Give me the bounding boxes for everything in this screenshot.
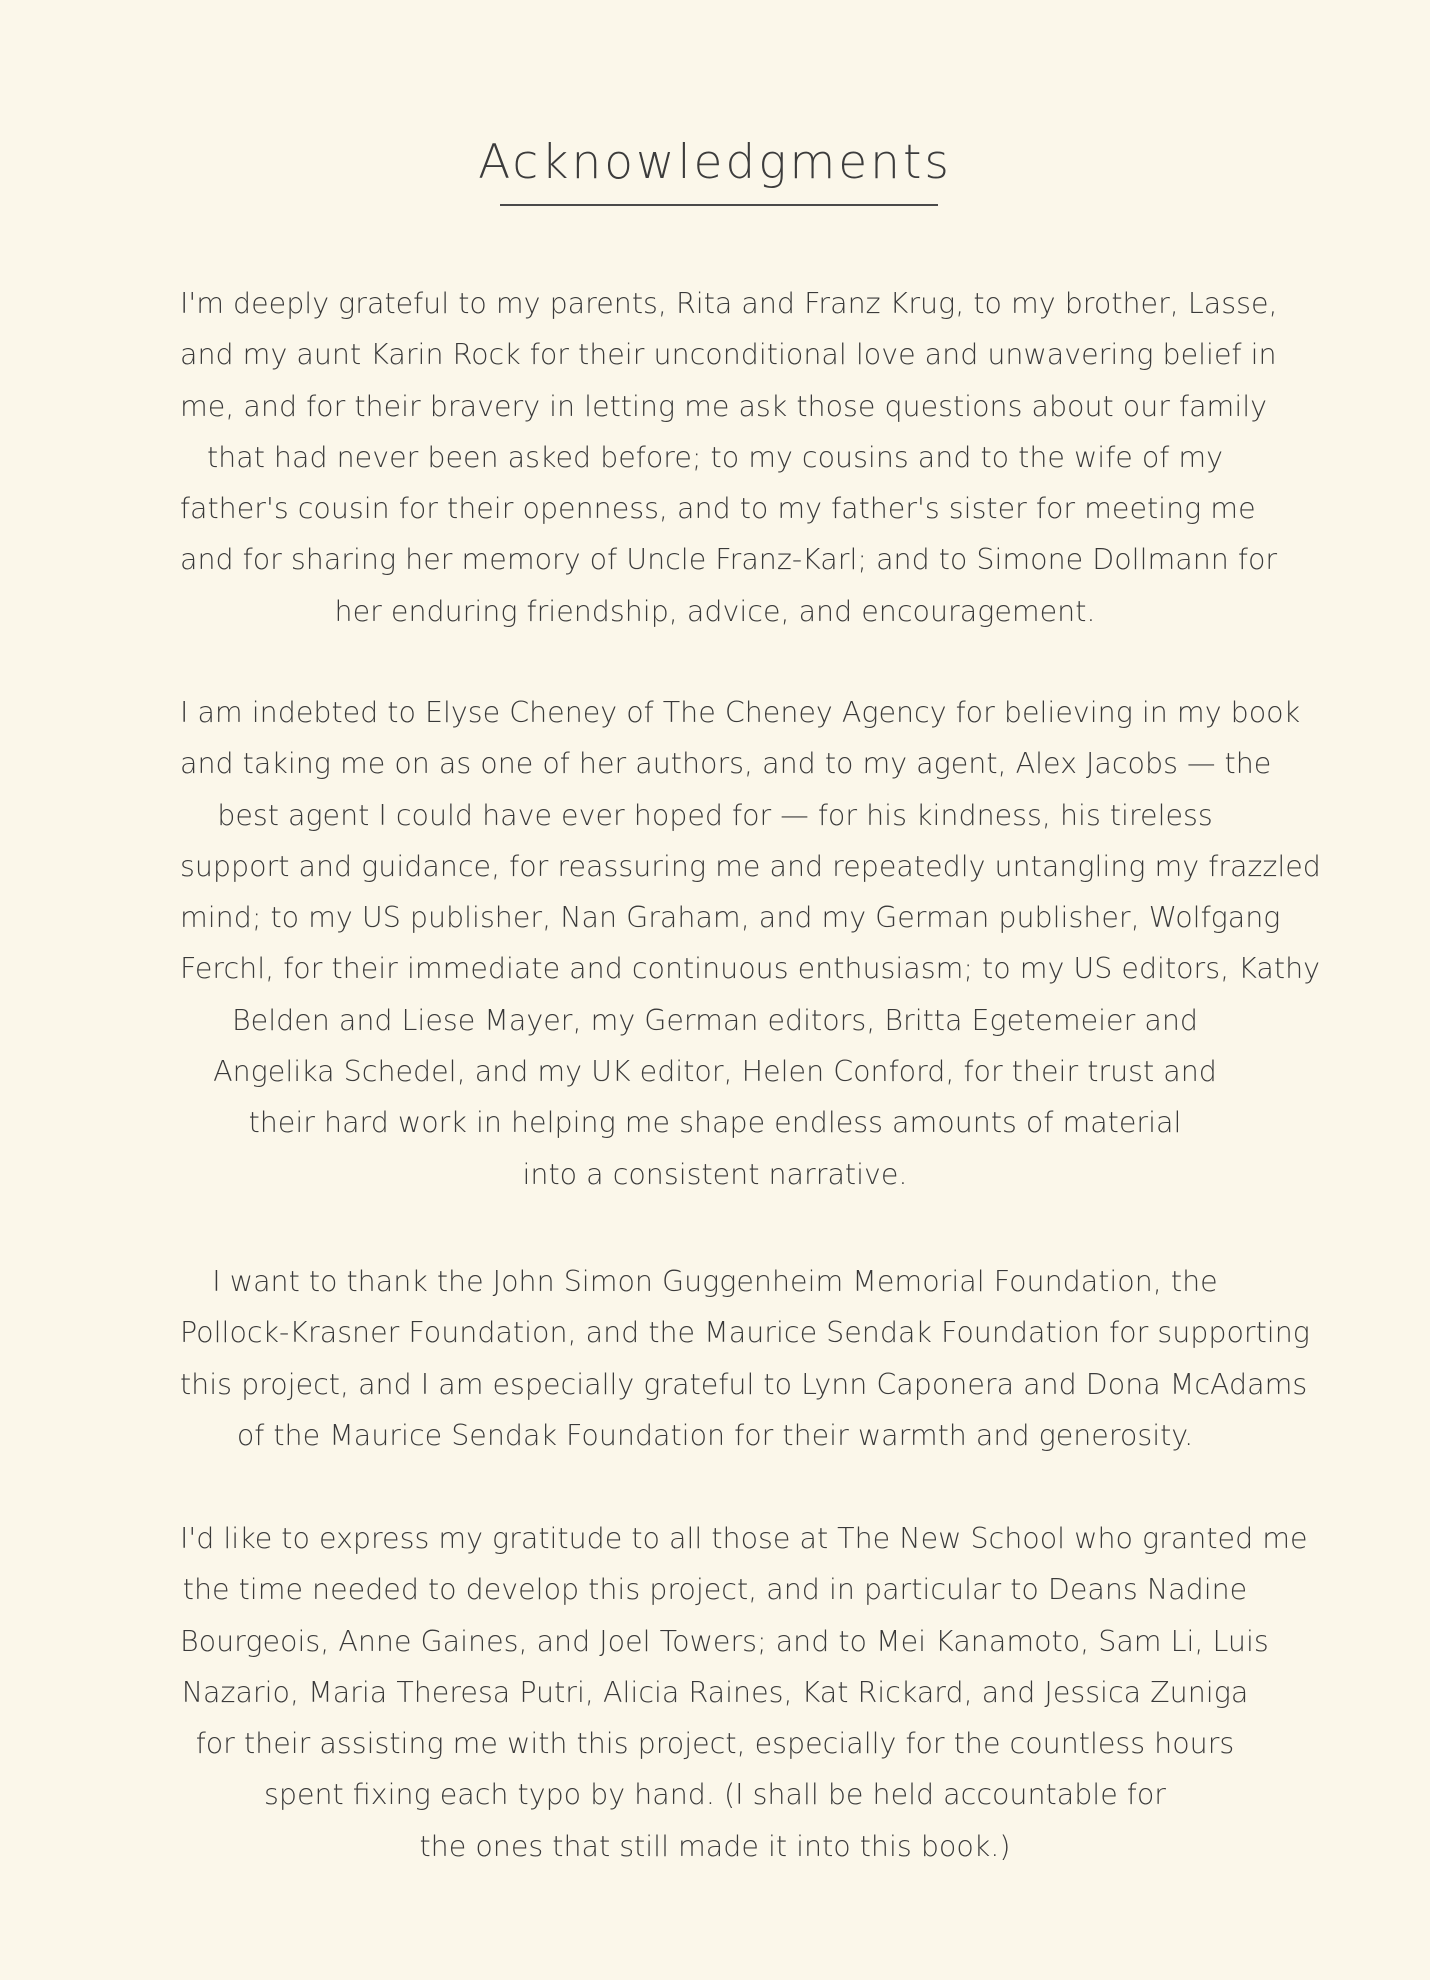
text-line: for their assisting me with this project, especially for the countless hours: [195, 1727, 1235, 1761]
text-line: of the Maurice Sendak Foundation for their warmth and generosity.: [236, 1418, 1194, 1452]
text-line: her enduring friendship, advice, and encouragement.: [334, 594, 1096, 628]
text-line: and my aunt Karin Rock for their unconditional love and unwavering belief in: [180, 338, 1277, 372]
text-line: spent fixing each typo by hand. (I shall be held accountable for: [264, 1778, 1166, 1812]
text-line: the time needed to develop this project, and in particular to Deans Nadine: [182, 1573, 1248, 1607]
paragraph-publishing: [180, 687, 1321, 1200]
title-underline: [500, 204, 938, 206]
text-line: me, and for their bravery in letting me ask those questions about our family: [180, 389, 1268, 423]
text-line: their hard work in helping me shape endless amounts of material: [248, 1106, 1182, 1140]
text-line: Belden and Liese Mayer, my German editors, Britta Egetemeier and: [232, 1003, 1198, 1037]
text-line: the ones that still made it into this book.): [419, 1829, 1011, 1863]
paragraph-new-school: [180, 1513, 1308, 1872]
text-line: Angelika Schedel, and my UK editor, Helen Conford, for their trust and: [213, 1055, 1217, 1089]
text-line: and taking me on as one of her authors, and to my agent, Alex Jacobs — the: [180, 747, 1272, 781]
text-line: support and guidance, for reassuring me and repeatedly untangling my frazzled: [180, 849, 1321, 883]
page-title: Acknowledgments: [478, 135, 952, 190]
text-line: I want to thank the John Simon Guggenheim Memorial Foundation, the: [212, 1265, 1218, 1298]
text-line: Nazario, Maria Theresa Putri, Alicia Raines, Kat Rickard, and Jessica Zuniga: [181, 1675, 1249, 1709]
text-line: Pollock-Krasner Foundation, and the Maurice Sendak Foundation for supporting: [180, 1316, 1310, 1350]
paragraph-family: [180, 278, 1278, 637]
text-line: I'd like to express my gratitude to all those at The New School who granted me: [180, 1522, 1308, 1555]
text-line: mind; to my US publisher, Nan Graham, and my German publisher, Wolfgang: [180, 901, 1281, 935]
text-line: father's cousin for their openness, and to my father's sister for meeting me: [180, 492, 1256, 526]
text-line: into a consistent narrative.: [522, 1157, 908, 1191]
paragraph-foundations: [180, 1256, 1310, 1461]
text-line: Bourgeois, Anne Gaines, and Joel Towers; and to Mei Kanamoto, Sam Li, Luis: [180, 1624, 1269, 1658]
text-line: best agent I could have ever hoped for — for his kindness, his tireless: [217, 798, 1213, 832]
text-line: and for sharing her memory of Uncle Franz-Karl; and to Simone Dollmann for: [180, 543, 1278, 577]
text-line: Ferchl, for their immediate and continuous enthusiasm; to my US editors, Kathy: [180, 952, 1320, 986]
text-line: I am indebted to Elyse Cheney of The Cheney Agency for believing in my book: [180, 696, 1301, 729]
text-line: that had never been asked before; to my cousins and to the wife of my: [207, 440, 1223, 474]
text-line: I'm deeply grateful to my parents, Rita and Franz Krug, to my brother, Lasse,: [180, 287, 1278, 320]
text-line: this project, and I am especially grateful to Lynn Caponera and Dona McAdams: [180, 1367, 1308, 1401]
